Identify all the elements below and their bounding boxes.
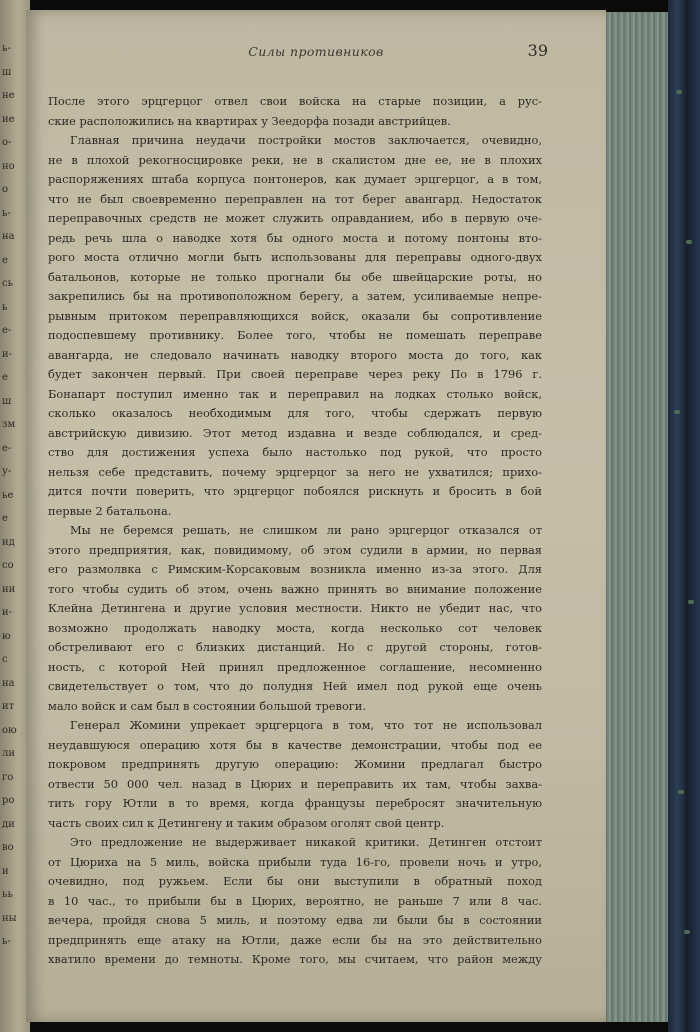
- previous-page-fragment: ит: [2, 701, 15, 712]
- text-line: от Цюриха на 5 миль, войска прибыли туда 16-го, провели ночь и утро,: [48, 854, 542, 869]
- text-line: этого предприятия, как, повидимому, об этом судили в армии, но первая: [48, 542, 542, 557]
- previous-page-fragment: ди: [2, 818, 15, 830]
- previous-page-fragment: е: [2, 254, 8, 266]
- previous-page-fragment: е-: [2, 325, 12, 336]
- text-line: что не был своевременно переправлен на тот берег авангард. Недостаток: [48, 191, 542, 206]
- previous-page-fragment: ьь: [2, 889, 13, 900]
- page-block-edge: [600, 12, 670, 1022]
- text-line: часть своих сил к Детингену и таким образом оголят свой центр.: [48, 815, 445, 830]
- text-line: батальонов, которые не только прогнали бы обе швейцарские роты, но: [48, 269, 542, 284]
- text-line: тить гору Ютли в то время, когда французы перебросят значительную: [48, 796, 542, 810]
- previous-page-fragment: ие: [2, 113, 15, 125]
- paragraph: [48, 716, 542, 833]
- previous-page-fragment: но: [2, 160, 15, 172]
- text-line: Клейна Детингена и другие условия местности. Никто не убедит нас, что: [48, 601, 542, 615]
- text-line: того чтобы судить об этом, очень важно принять во внимание положение: [48, 581, 542, 596]
- previous-page-fragment: ь-: [2, 936, 11, 947]
- previous-page-fragment: ли: [2, 748, 16, 759]
- text-line: сколько оказалось необходимым для того, чтобы сдержать первую: [48, 406, 542, 420]
- text-line: отвести 50 000 чел. назад в Цюрих и переправить их там, чтобы захва-: [48, 776, 542, 791]
- previous-page-fragment: ни: [2, 583, 16, 595]
- text-line: свидетельствует о том, что до полудня Ней имел под рукой еще очень: [48, 679, 542, 693]
- previous-page-fragment: го: [2, 771, 14, 783]
- text-line: рывным притоком переправляющихся войск, оказали бы сопротивление: [48, 308, 542, 323]
- book-cover-edge: [668, 0, 700, 1032]
- previous-page-fragment: е: [2, 372, 8, 383]
- previous-page-fragment: зм: [2, 419, 16, 430]
- text-line: ство для достижения успеха было настолько под рукой, что просто: [48, 445, 542, 459]
- text-line: дится почти поверить, что эрцгерцог побоялся рискнуть и бросить в бой: [48, 484, 542, 498]
- text-line: вечера, пройдя снова 5 миль, и поэтому едва ли были бы в состоянии: [48, 913, 542, 927]
- previous-page-fragment: ю: [2, 630, 11, 642]
- previous-page-fragment: ь-: [2, 207, 11, 219]
- previous-page-fragment: с: [2, 654, 8, 665]
- previous-page-fragment: ро: [2, 795, 15, 806]
- text-line: подоспевшему противнику. Более того, чтобы не помешать переправе: [48, 328, 542, 342]
- text-line: покровом предпринять другую операцию: Жомини предлагал быстро: [48, 757, 542, 771]
- running-head: Силы противников: [248, 44, 384, 59]
- text-line: обстреливают его с близких дистанций. Но с другой стороны, готов-: [48, 640, 542, 654]
- body-text: [48, 92, 542, 970]
- text-line: мало войск и сам был в состоянии большой тревоги.: [48, 698, 366, 713]
- previous-page-fragment: ны: [2, 912, 17, 924]
- previous-page-fragment: на: [2, 677, 15, 689]
- previous-page-fragment: ою: [2, 724, 17, 736]
- text-line: Главная причина неудачи постройки мостов заключается, очевидно,: [70, 133, 542, 147]
- text-line: Генерал Жомини упрекает эрцгерцога в том, что тот не использовал: [70, 718, 542, 732]
- text-line: не в плохой рекогносцировке реки, не в скалистом дне ее, не в плохих: [48, 152, 542, 167]
- previous-page-fragment: и-: [2, 348, 13, 360]
- previous-page-fragment: у-: [2, 466, 12, 477]
- text-line: авангарда, не следовало начинать наводку второго моста до того, как: [48, 347, 542, 362]
- previous-page-fragment: ид: [2, 536, 15, 548]
- previous-page-fragment: е-: [2, 442, 12, 454]
- previous-page-fragment: и-: [2, 607, 13, 618]
- previous-page-fragment: о: [2, 184, 9, 195]
- text-line: возможно продолжать наводку моста, когда несколько сот человек: [48, 620, 542, 635]
- text-line: ские расположились на квартирах у Зеедорфа позади австрийцев.: [48, 113, 451, 128]
- previous-page-fragment: со: [2, 560, 14, 571]
- page-number: 39: [527, 41, 548, 60]
- text-line: будет закончен первый. При своей переправе через реку По в 1796 г.: [48, 367, 542, 381]
- previous-page-fragment: ь-: [2, 43, 11, 54]
- paragraph: [48, 92, 542, 131]
- text-line: После этого эрцгерцог отвел свои войска на старые позиции, а рус-: [48, 94, 542, 108]
- previous-page-fragment: ь: [2, 301, 8, 313]
- previous-page-fragment: о-: [2, 137, 12, 148]
- text-line: распоряжениях штаба корпуса понтонеров, как думает эрцгерцог, а в том,: [48, 172, 542, 186]
- text-line: Бонапарт поступил именно так и переправил на лодках столько войск,: [48, 386, 542, 401]
- text-line: предпринять еще атаку на Ютли, даже если бы на это действительно: [48, 932, 542, 947]
- previous-page-fragment: во: [2, 842, 14, 853]
- text-line: очевидно, под ружьем. Если бы они выступили в обратный поход: [48, 874, 542, 888]
- text-line: австрийскую дивизию. Этот метод издавна и везде соблюдался, и сред-: [48, 425, 542, 440]
- text-line: переправочных средств не может служить оправданием, ибо в первую оче-: [48, 211, 542, 225]
- text-line: Мы не беремся решать, не слишком ли рано эрцгерцог отказался от: [70, 523, 542, 537]
- paragraph: [48, 521, 542, 716]
- text-line: рого моста отлично могли быть использованы для переправы одного-двух: [48, 250, 542, 264]
- previous-page-fragment: сь: [2, 278, 14, 289]
- text-line: в 10 час., то прибыли бы в Цюрих, вероятно, не раньше 7 или 8 час.: [48, 893, 542, 908]
- paragraph: [48, 131, 542, 521]
- previous-page-fragment: ш: [2, 66, 12, 78]
- previous-page-fragment: и: [2, 865, 9, 877]
- previous-page-fragment: ш: [2, 395, 12, 407]
- text-line: ность, с которой Ней принял предложенное соглашение, несомненно: [48, 659, 542, 674]
- previous-page-fragment: е: [2, 513, 8, 524]
- previous-page-fragment: ье: [2, 489, 14, 501]
- book-page: [26, 10, 606, 1022]
- text-line: хватило времени до темноты. Кроме того, мы считаем, что район между: [48, 952, 542, 966]
- paragraph: [48, 833, 542, 970]
- text-line: первые 2 батальона.: [48, 503, 172, 518]
- previous-page-fragment: не: [2, 90, 15, 101]
- text-line: его размолвка с Римским-Корсаковым возникла именно из-за этого. Для: [48, 562, 542, 576]
- text-line: Это предложение не выдерживает никакой критики. Детинген отстоит: [70, 835, 542, 849]
- text-line: закрепились бы на противоположном берегу, а затем, усиливаемые непре-: [48, 289, 542, 303]
- text-line: неудавшуюся операцию хотя бы в качестве демонстрации, чтобы под ее: [48, 737, 542, 752]
- text-line: нельзя себе представить, почему эрцгерцог за него не ухватился; прихо-: [48, 464, 542, 479]
- previous-page-fragment: на: [2, 231, 15, 242]
- text-line: редь речь шла о наводке хотя бы одного моста и потому понтоны вто-: [48, 230, 542, 245]
